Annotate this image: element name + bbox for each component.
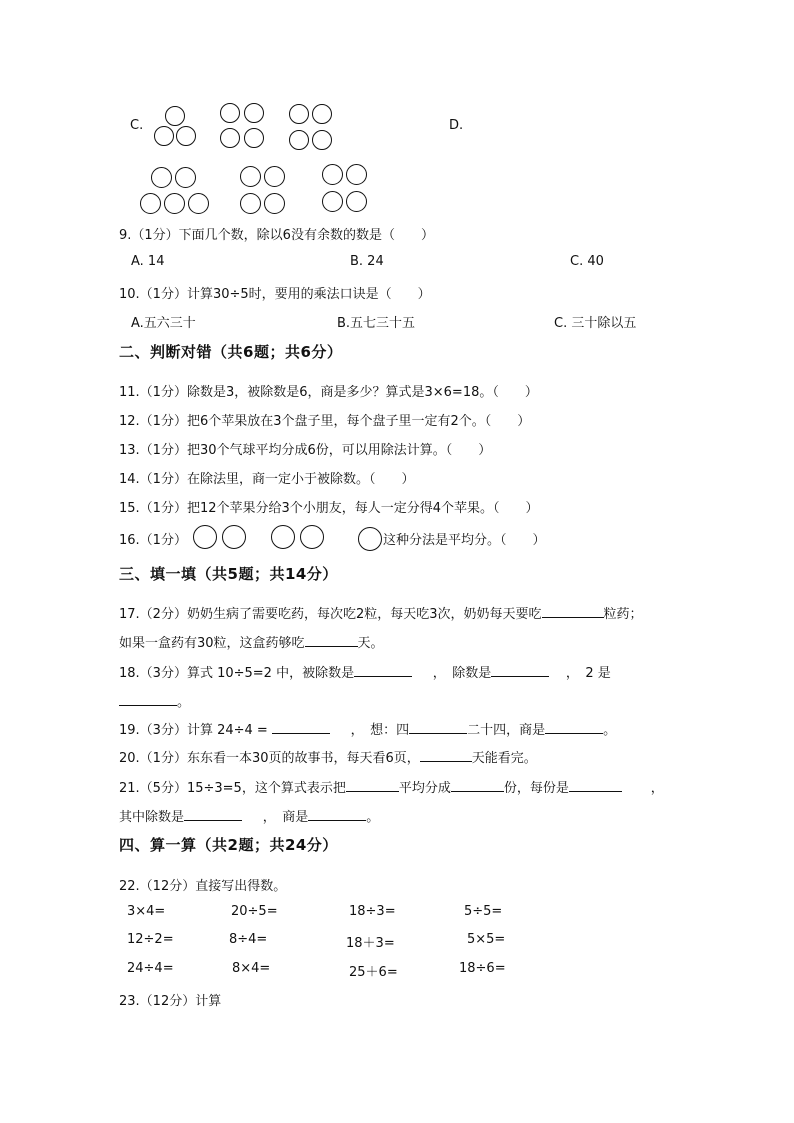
question-19 [119, 719, 616, 738]
question-17-line-1 [119, 603, 643, 622]
option-d-label: D. [449, 118, 464, 133]
question-23-stem: 23.（12分）计算 [119, 994, 222, 1009]
circle-icon [220, 103, 240, 123]
arithmetic-item: 8×4= [232, 961, 271, 976]
circle-icon [271, 525, 295, 549]
circle-icon [220, 128, 240, 148]
question-19-text-c: 二十四，商是 [467, 723, 546, 738]
question-13: 13.（1分）把30个气球平均分成6份，可以用除法计算。（ ） [119, 443, 492, 458]
answer-blank[interactable] [545, 719, 603, 734]
question-20-text-a: 20.（1分）东东看一本30页的故事书，每天看6页， [119, 751, 420, 766]
question-9-option-a: A. 14 [131, 254, 165, 269]
question-17-line-2 [119, 632, 384, 651]
question-21-line-1 [119, 777, 664, 796]
circle-icon [240, 166, 261, 187]
circle-icon [165, 106, 185, 126]
question-21-text-d: ， [650, 781, 664, 796]
circle-icon [358, 527, 382, 551]
arithmetic-item: 18＋3= [346, 936, 395, 951]
circle-icon [289, 104, 309, 124]
arithmetic-item: 18÷6= [459, 961, 506, 976]
circle-icon [140, 193, 161, 214]
question-12: 12.（1分）把6个苹果放在3个盘子里，每个盘子里一定有2个。（ ） [119, 414, 531, 429]
question-21-text-a: 21.（5分）15÷3=5，这个算式表示把 [119, 781, 346, 796]
circle-icon [300, 525, 324, 549]
circle-icon [240, 193, 261, 214]
circle-icon [312, 130, 332, 150]
arithmetic-item: 8÷4= [229, 932, 268, 947]
answer-blank[interactable] [491, 662, 549, 677]
arithmetic-item: 5×5= [467, 932, 506, 947]
section-2-title: 二、判断对错（共6题；共6分） [119, 343, 343, 361]
circle-icon [346, 191, 367, 212]
question-15: 15.（1分）把12个苹果分给3个小朋友，每人一定分得4个苹果。（ ） [119, 501, 539, 516]
circle-icon [222, 525, 246, 549]
question-18-text-c: ， 2 是 [565, 666, 611, 681]
question-18-text-b: ， 除数是 [432, 666, 492, 681]
circle-icon [244, 103, 264, 123]
question-22-stem: 22.（12分）直接写出得数。 [119, 879, 287, 894]
section-4-title: 四、算一算（共2题；共24分） [119, 836, 338, 854]
answer-blank[interactable] [346, 777, 399, 792]
circle-icon [244, 128, 264, 148]
question-11: 11.（1分）除数是3，被除数是6，商是多少？算式是3×6=18。（ ） [119, 385, 538, 400]
question-16-prefix: 16.（1分） [119, 533, 187, 548]
question-16-suffix: 这种分法是平均分。（ ） [383, 533, 546, 548]
question-21-text-c: 份，每份是 [503, 781, 569, 796]
circle-icon [322, 164, 343, 185]
arithmetic-item: 12÷2= [127, 932, 174, 947]
answer-blank[interactable] [354, 662, 412, 677]
question-21-text-f: ， 商是 [262, 810, 309, 825]
question-21-line-2 [119, 806, 379, 825]
question-10-option-b: B.五七三十五 [337, 316, 416, 331]
circle-icon [312, 104, 332, 124]
question-18-line-1 [119, 662, 611, 681]
circle-icon [264, 166, 285, 187]
arithmetic-item: 18÷3= [349, 904, 396, 919]
question-18-text-a: 18.（3分）算式 10÷5=2 中，被除数是 [119, 666, 355, 681]
answer-blank[interactable] [409, 719, 467, 734]
arithmetic-item: 25＋6= [349, 965, 398, 980]
circle-icon [193, 525, 217, 549]
circle-icon [322, 191, 343, 212]
question-9-option-b: B. 24 [350, 254, 384, 269]
question-19-text-a: 19.（3分）计算 24÷4 = [119, 723, 268, 738]
circle-icon [154, 126, 174, 146]
question-19-text-b: ， 想：四 [350, 723, 410, 738]
question-9-stem: 9.（1分）下面几个数，除以6没有余数的数是（ ） [119, 228, 434, 243]
question-21-text-b: 平均分成 [398, 781, 451, 796]
circle-icon [289, 130, 309, 150]
answer-blank[interactable] [184, 806, 242, 821]
circle-icon [264, 193, 285, 214]
arithmetic-item: 20÷5= [231, 904, 278, 919]
answer-blank[interactable] [542, 603, 604, 618]
question-20 [119, 747, 537, 766]
question-18-line-2 [119, 691, 190, 710]
question-17-text-c: 如果一盒药有30粒，这盒药够吃 [119, 636, 305, 651]
question-21-text-g: 。 [366, 810, 380, 825]
question-17-text-a: 17.（2分）奶奶生病了需要吃药，每次吃2粒，每天吃3次，奶奶每天要吃 [119, 607, 542, 622]
circle-icon [175, 167, 196, 188]
circle-icon [176, 126, 196, 146]
question-19-text-d: 。 [603, 723, 617, 738]
arithmetic-item: 3×4= [127, 904, 166, 919]
option-c-label: C. [130, 118, 144, 133]
question-10-option-c: C. 三十除以五 [554, 316, 637, 331]
circle-icon [188, 193, 209, 214]
question-14: 14.（1分）在除法里，商一定小于被除数。（ ） [119, 472, 415, 487]
question-20-text-b: 天能看完。 [471, 751, 537, 766]
answer-blank[interactable] [119, 691, 177, 706]
question-10-option-a: A.五六三十 [131, 316, 196, 331]
answer-blank[interactable] [451, 777, 504, 792]
answer-blank[interactable] [569, 777, 622, 792]
question-10-stem: 10.（1分）计算30÷5时，要用的乘法口诀是（ ） [119, 287, 431, 302]
answer-blank[interactable] [272, 719, 330, 734]
question-17-text-b: 粒药； [603, 607, 643, 622]
section-3-title: 三、填一填（共5题；共14分） [119, 565, 338, 583]
question-21-text-e: 其中除数是 [119, 810, 185, 825]
circle-icon [151, 167, 172, 188]
question-9-option-c: C. 40 [570, 254, 604, 269]
question-18-text-d: 。 [177, 695, 191, 710]
arithmetic-item: 24÷4= [127, 961, 174, 976]
answer-blank[interactable] [308, 806, 366, 821]
question-17-text-d: 天。 [357, 636, 384, 651]
circle-icon [346, 164, 367, 185]
answer-blank[interactable] [305, 632, 358, 647]
circle-icon [164, 193, 185, 214]
answer-blank[interactable] [420, 747, 472, 762]
arithmetic-item: 5÷5= [464, 904, 503, 919]
